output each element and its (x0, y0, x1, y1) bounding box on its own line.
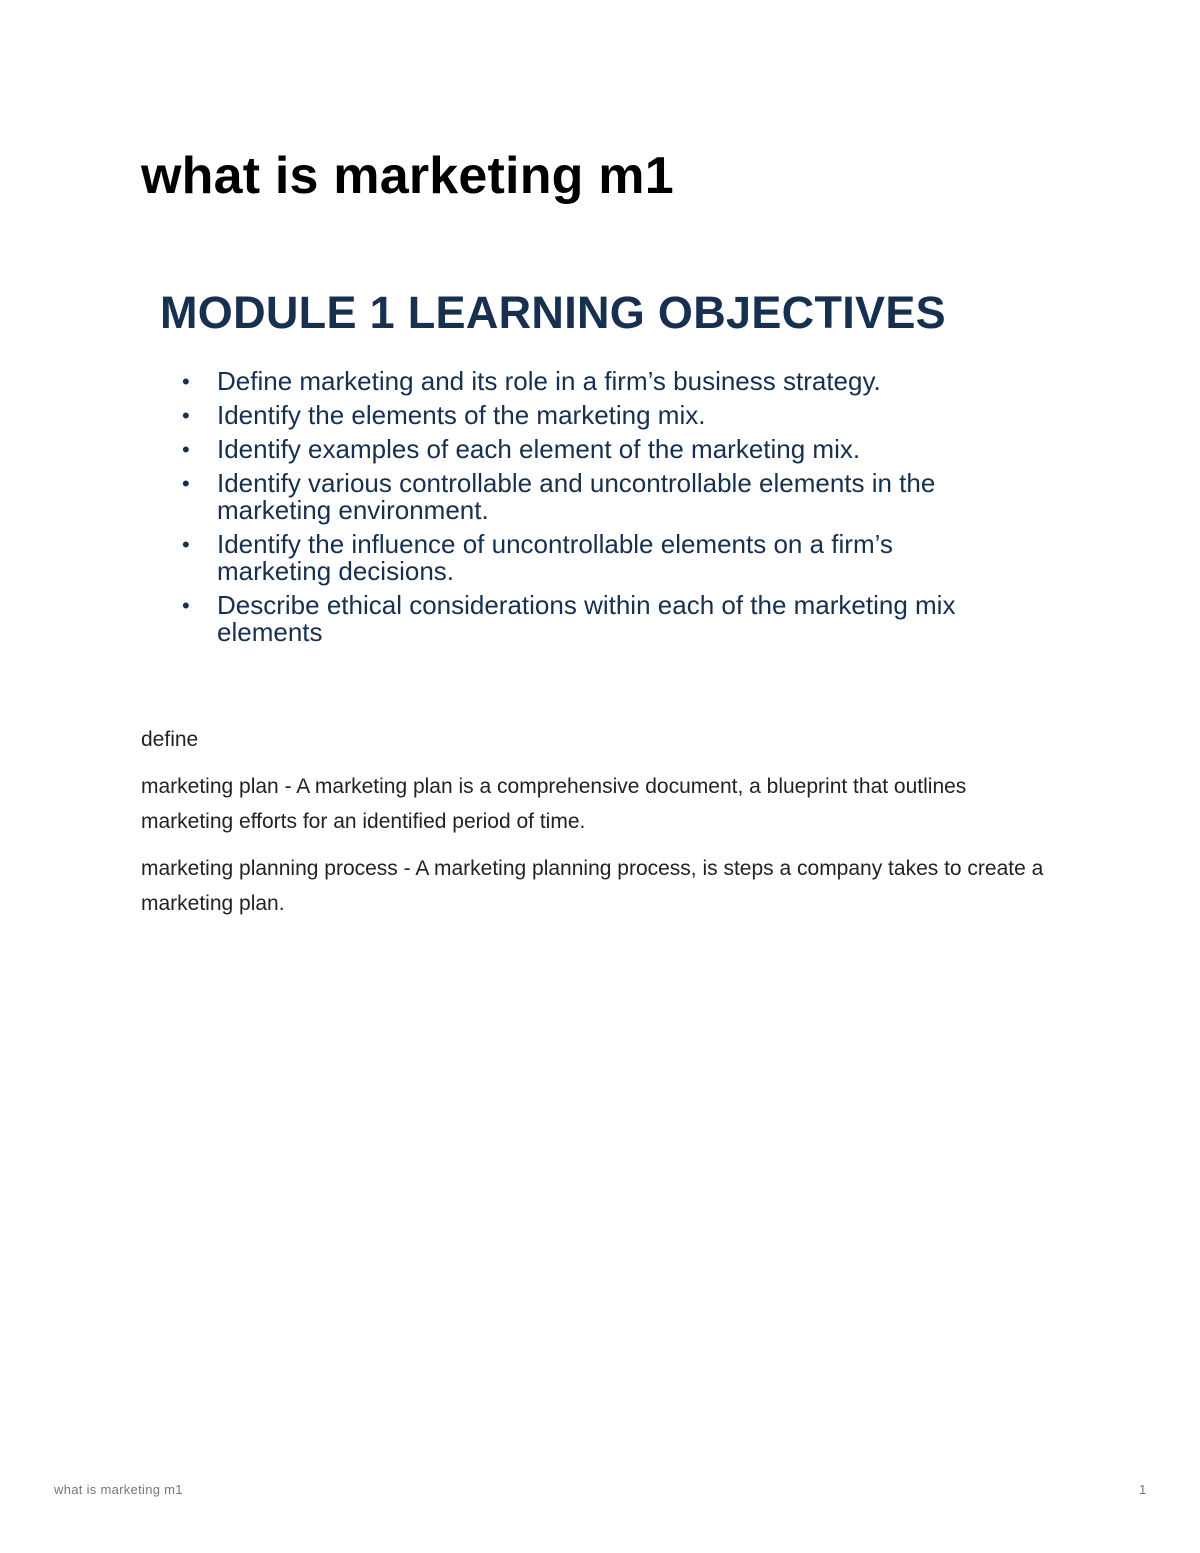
bullet-icon: • (182, 437, 190, 462)
list-item (182, 402, 1002, 429)
objective-text: Identify the influence of uncontrollable elements on a firm’s marketing decisions. (217, 529, 893, 586)
list-item (182, 592, 1002, 646)
notes-section (141, 722, 1046, 933)
slide-heading: MODULE 1 LEARNING OBJECTIVES (160, 287, 946, 338)
footer-page-number: 1 (1139, 1482, 1147, 1497)
objective-text: Identify examples of each element of the marketing mix. (217, 434, 861, 464)
document-title: what is marketing m1 (141, 147, 674, 205)
list-item (182, 368, 1002, 395)
objective-text: Identify various controllable and uncontrollable elements in the marketing environment. (217, 468, 936, 525)
bullet-icon: • (182, 593, 190, 618)
bullet-icon: • (182, 471, 190, 496)
objective-text: Define marketing and its role in a firm’s business strategy. (217, 366, 881, 396)
slide-image (160, 287, 1040, 647)
list-item (182, 436, 1002, 463)
list-item (182, 531, 1002, 585)
marketing-planning-process-definition: marketing planning process - A marketing planning process, is steps a company takes to create a marketing plan. (141, 857, 1044, 915)
define-label: define (141, 728, 199, 751)
bullet-icon: • (182, 369, 190, 394)
bullet-icon: • (182, 532, 190, 557)
objectives-list (182, 368, 1002, 653)
marketing-plan-definition: marketing plan - A marketing plan is a comprehensive document, a blueprint that outlines marketing efforts for an identified period of time. (141, 775, 967, 833)
objective-text: Identify the elements of the marketing mix. (217, 400, 706, 430)
bullet-icon: • (182, 403, 190, 428)
list-item (182, 470, 1002, 524)
objective-text: Describe ethical considerations within each of the marketing mix elements (217, 590, 956, 647)
footer-document-name: what is marketing m1 (54, 1482, 183, 1497)
